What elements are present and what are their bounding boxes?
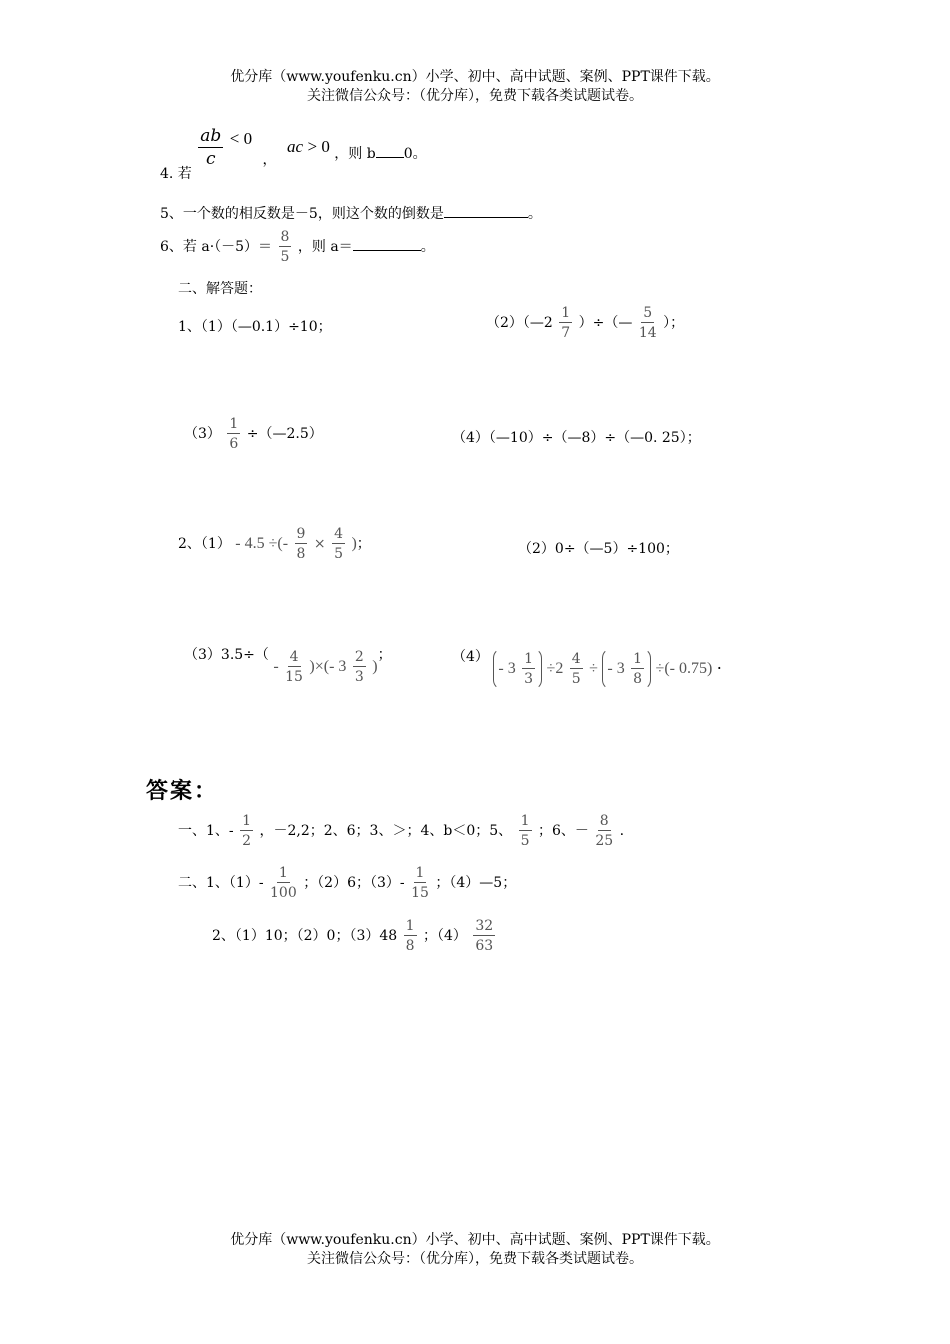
ans3-a: 2、（1）10；（2）0；（3）48 xyxy=(212,928,398,944)
p1-b-frac-num: 1 xyxy=(561,305,571,321)
p2-d-frac1-den: 3 xyxy=(524,671,534,687)
p2-c-frac1-num: 4 xyxy=(289,649,299,665)
q6-end: 。 xyxy=(420,239,435,255)
ans3-frac1-den: 8 xyxy=(405,938,415,954)
p2-c-mid: )×(- 3 xyxy=(309,658,347,675)
p2-a-frac1-num: 9 xyxy=(296,526,306,542)
ans2-frac2 xyxy=(411,866,429,900)
ans3-frac2-den: 63 xyxy=(475,938,494,954)
ans3-frac2-num: 32 xyxy=(475,918,494,934)
p2-b: （2）0÷（—5）÷100； xyxy=(518,541,679,557)
q4-ineq2: > 0 xyxy=(307,137,330,156)
p2-a-frac1-den: 8 xyxy=(296,546,306,562)
p1-c-frac-num: 1 xyxy=(229,416,239,432)
p2-c-frac2-num: 2 xyxy=(354,649,364,665)
p1-c-frac-den: 6 xyxy=(229,436,239,452)
p1-b-frac2-den: 14 xyxy=(638,325,657,341)
p2-a-frac2-num: 4 xyxy=(334,526,343,542)
p1-b-end: ）； xyxy=(663,315,685,331)
p1-b-prefix: （2）（—2 xyxy=(486,315,553,331)
page-footer-line1: 优分库（www.youfenku.cn）小学、初中、高中试题、案例、PPT课件下载。 xyxy=(230,1232,720,1248)
page-header-line2: 关注微信公众号：（优分库），免费下载各类试题试卷。 xyxy=(307,88,643,104)
p2-d-div1: ÷2 xyxy=(546,660,564,677)
answers-title: 答案： xyxy=(146,778,219,804)
p2-a xyxy=(178,527,371,561)
ans1-frac1-den: 2 xyxy=(242,833,252,849)
p1-a: 1、（1）（—0.1）÷10； xyxy=(178,319,332,335)
p1-b-frac2-num: 5 xyxy=(643,305,653,321)
q4-frac-den: c xyxy=(206,149,216,169)
ans2-frac1-num: 1 xyxy=(278,865,288,881)
ans1-frac1-num: 1 xyxy=(242,813,252,829)
p2-d-frac2 xyxy=(570,652,583,686)
p1-c-prefix: （3） xyxy=(184,426,221,442)
q4-blank xyxy=(376,157,404,158)
ans2-frac1-den: 100 xyxy=(270,885,297,901)
answers-line-2 xyxy=(178,866,516,900)
p2-d-paren2 xyxy=(602,648,651,690)
ans2-a: 二、1、（1）- xyxy=(178,875,264,891)
q6-mid: ，则 a＝ xyxy=(297,239,353,255)
p1-b xyxy=(486,306,684,340)
p2-d-p2: - 3 xyxy=(607,660,625,677)
p2-d-frac3-num: 1 xyxy=(633,651,643,667)
p2-d-div2: ÷ xyxy=(589,660,598,677)
p1-b-frac-den: 7 xyxy=(561,325,571,341)
ans1-frac3-num: 8 xyxy=(599,813,609,829)
p2-a-prefix: 2、（1） xyxy=(178,536,231,552)
section-2-title: 二、解答题： xyxy=(178,281,262,297)
p2-d-prefix: （4） xyxy=(452,649,489,665)
q4-ineq1: < 0 xyxy=(229,129,253,148)
p2-a-expr1: - 4.5 ÷(- xyxy=(235,535,289,552)
p1-b-mid: ）÷（— xyxy=(578,315,633,331)
p2-d-frac2-num: 4 xyxy=(571,651,581,667)
ans3-b: ；（4） xyxy=(423,928,467,944)
q4-suffix-b: 0。 xyxy=(403,146,427,162)
p2-c-semicolon: ； xyxy=(377,647,392,663)
p1-c-frac xyxy=(227,417,240,451)
p2-c-end: ) xyxy=(372,658,378,675)
p2-c-minus: - xyxy=(273,658,279,675)
q4-frac-num: ab xyxy=(200,126,222,146)
p1-b-frac2 xyxy=(639,306,657,340)
p2-c-frac1 xyxy=(285,650,303,684)
q6-prefix: 6、若 a·（－5）＝ xyxy=(160,239,273,255)
ans2-b: ；（2）6；（3）- xyxy=(303,875,405,891)
ans1-frac2-num: 1 xyxy=(520,813,530,829)
q5-end: 。 xyxy=(527,206,542,222)
ans1-a: 一、1、- xyxy=(178,823,234,839)
q6-fraction xyxy=(279,230,292,264)
p2-d xyxy=(452,648,722,690)
ans1-c: ；6、－ xyxy=(537,823,589,839)
question-5 xyxy=(160,203,542,223)
ans1-frac3 xyxy=(595,814,613,848)
p2-a-frac2-den: 5 xyxy=(334,546,343,562)
page-footer-line2: 关注微信公众号：（优分库），免费下载各类试题试卷。 xyxy=(307,1251,643,1267)
p2-d-frac3 xyxy=(631,652,644,686)
p1-d: （4）（—10）÷（—8）÷（—0. 25）； xyxy=(452,430,701,446)
q6-frac-den: 5 xyxy=(280,249,290,265)
ans2-frac2-num: 1 xyxy=(415,865,425,881)
q4-prefix: 4. 若 xyxy=(160,166,192,182)
ans1-b: ，－2,2；2、6；3、＞；4、b＜0；5、 xyxy=(259,823,513,839)
p2-d-frac1 xyxy=(522,652,535,686)
p2-d-p1: - 3 xyxy=(498,660,516,677)
ans1-d: . xyxy=(619,823,625,839)
q5-text: 5、一个数的相反数是－5，则这个数的倒数是 xyxy=(160,206,444,222)
p2-c-frac2-den: 3 xyxy=(354,669,364,685)
p2-c-frac1-den: 15 xyxy=(285,669,303,685)
q6-frac-num: 8 xyxy=(280,229,290,245)
ans2-frac1 xyxy=(270,866,297,900)
p2-d-dot: . xyxy=(716,654,722,673)
ans3-frac1 xyxy=(404,919,417,953)
p1-b-frac xyxy=(559,306,572,340)
q4-suffix-a: ，则 b xyxy=(334,146,376,162)
p2-d-frac1-num: 1 xyxy=(524,651,534,667)
p2-c xyxy=(184,647,392,685)
ans1-frac2-den: 5 xyxy=(520,833,530,849)
p2-a-frac1 xyxy=(295,527,308,561)
q4-fraction xyxy=(198,128,223,168)
p2-a-end: ) xyxy=(351,535,357,552)
ans2-frac2-den: 15 xyxy=(411,885,429,901)
q4-ac: ac xyxy=(287,137,304,156)
p2-c-prefix: （3）3.5÷（ xyxy=(184,647,269,663)
question-6 xyxy=(160,230,435,264)
p1-c-end: ÷（—2.5） xyxy=(246,426,323,442)
p2-a-semicolon: ； xyxy=(356,536,371,552)
ans3-frac2 xyxy=(473,919,495,953)
q4-comma: ， xyxy=(262,152,277,168)
p2-d-end: ÷(- 0.75) xyxy=(655,660,713,677)
p2-d-frac2-den: 5 xyxy=(571,671,581,687)
ans2-c: ；（4）—5； xyxy=(435,875,517,891)
q6-blank xyxy=(353,250,421,251)
p2-d-frac3-den: 8 xyxy=(633,671,643,687)
ans1-frac1 xyxy=(240,814,253,848)
answers-line-3 xyxy=(212,919,497,953)
page-header-line1: 优分库（www.youfenku.cn）小学、初中、高中试题、案例、PPT课件下载。 xyxy=(230,69,720,85)
p2-c-frac2 xyxy=(353,650,366,684)
question-4 xyxy=(160,126,427,182)
q5-blank xyxy=(444,217,528,218)
p1-c xyxy=(184,417,323,451)
answers-line-1 xyxy=(178,814,624,848)
ans1-frac3-den: 25 xyxy=(595,833,614,849)
ans3-frac1-num: 1 xyxy=(405,918,415,934)
p2-a-times: × xyxy=(313,536,326,552)
p2-a-frac2 xyxy=(332,527,345,561)
p2-d-paren1 xyxy=(493,648,542,690)
ans1-frac2 xyxy=(519,814,532,848)
